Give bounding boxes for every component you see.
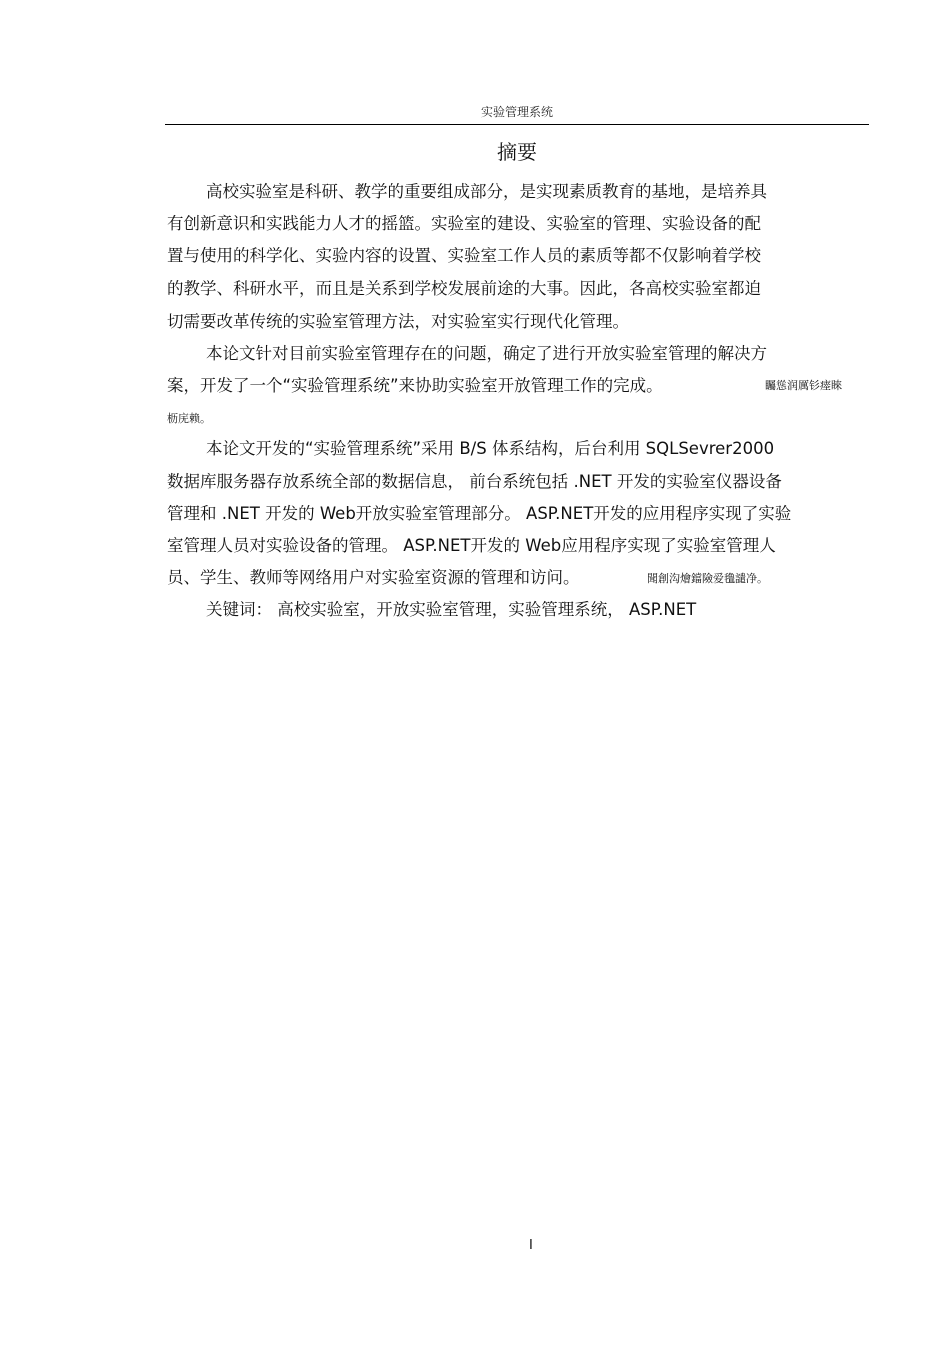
p1-line-1: 高校实验室是科研、教学的重要组成部分，是实现素质教育的基地，是培养具 (206, 182, 767, 201)
p2-garbled-text-b: 枥庑赖。 (167, 412, 211, 425)
p2-garbled-text-a: 矚慫润厲钐瘗睞 (765, 379, 842, 392)
p3-line-4: 室管理人员对实验设备的管理。 ASP.NET开发的 Web应用程序实现了实验室管理人 (167, 536, 776, 555)
p2-line-2: 案，开发了一个“实验管理系统”来协助实验室开放管理工作的完成。 (167, 376, 663, 395)
keywords: 关键词： 高校实验室，开放实验室管理，实验管理系统， ASP.NET (206, 600, 697, 619)
p1-line-5: 切需要改革传统的实验室管理方法，对实验室实行现代化管理。 (167, 312, 629, 331)
section-title: 摘要 (497, 140, 537, 164)
p3-line-1: 本论文开发的“实验管理系统”采用 B/S 体系结构，后台利用 SQLSevrer2000 (206, 439, 775, 458)
p3-garbled-text: 聞創沟燴鐺險爱氇譴净。 (647, 572, 768, 585)
p2-line-1: 本论文针对目前实验室管理存在的问题，确定了进行开放实验室管理的解决方 (206, 344, 767, 363)
page-number: I (529, 1238, 533, 1253)
running-header: 实验管理系统 (480, 105, 553, 119)
header-rule (165, 124, 869, 125)
p1-line-4: 的教学、科研水平，而且是关系到学校发展前途的大事。因此，各高校实验室都迫 (167, 279, 761, 298)
p3-line-3: 管理和 .NET 开发的 Web开放实验室管理部分。 ASP.NET开发的应用程序实现了实验 (167, 504, 792, 523)
p3-line-5: 员、学生、教师等网络用户对实验室资源的管理和访问。 (167, 568, 580, 587)
p1-line-2: 有创新意识和实践能力人才的摇篮。实验室的建设、实验室的管理、实验设备的配 (167, 214, 761, 233)
p1-line-3: 置与使用的科学化、实验内容的设置、实验室工作人员的素质等都不仅影响着学校 (167, 246, 761, 265)
p3-line-2: 数据库服务器存放系统全部的数据信息， 前台系统包括 .NET 开发的实验室仪器设备 (167, 472, 782, 491)
